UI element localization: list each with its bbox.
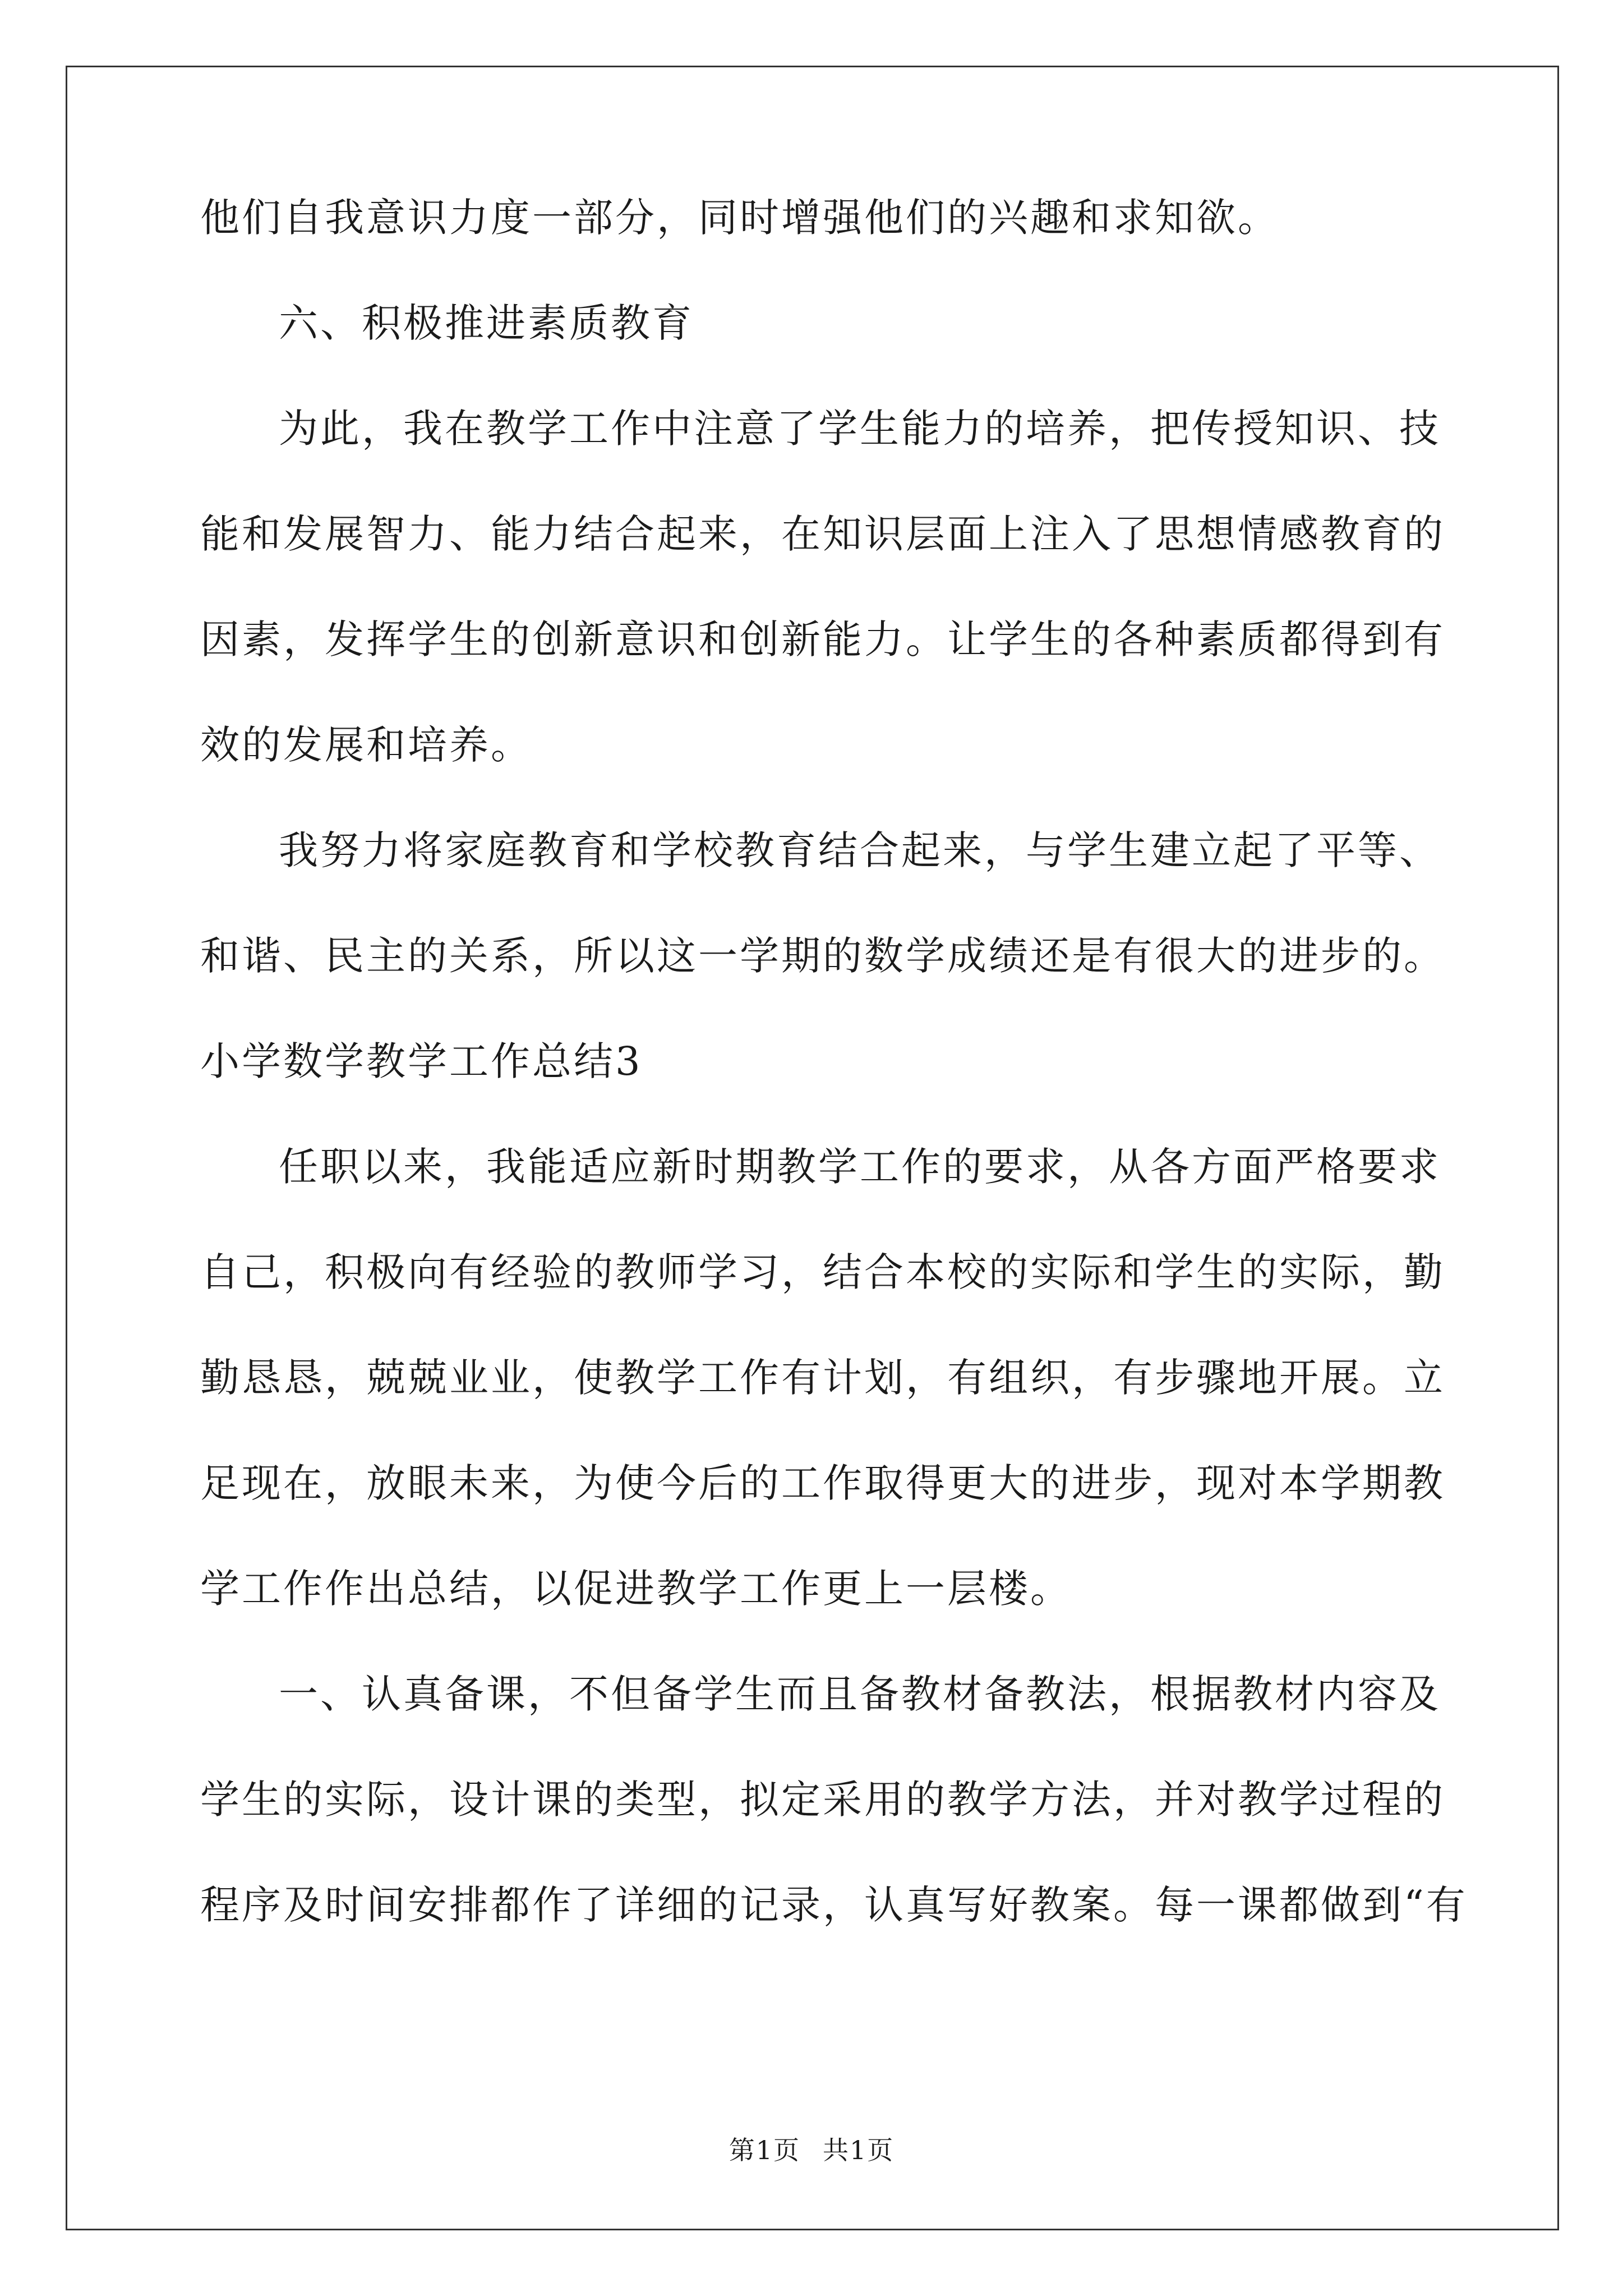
page-total: 共1页: [823, 2135, 895, 2165]
article-title-3: 小学数学教学工作总结3: [200, 1038, 643, 1084]
text-line-4: 能和发展智力、能力结合起来，在知识层面上注入了思想情感教育的: [200, 511, 1445, 557]
text-line-1: 他们自我意识力度一部分，同时增强他们的兴趣和求知欲。: [200, 195, 1279, 241]
text-line-7: 我努力将家庭教育和学校教育结合起来，与学生建立起了平等、: [279, 827, 1441, 873]
text-line-14: 学工作作出总结，以促进教学工作更上一层楼。: [200, 1566, 1072, 1612]
text-line-5: 因素，发挥学生的创新意识和创新能力。让学生的各种素质都得到有: [200, 616, 1445, 662]
text-line-3: 为此，我在教学工作中注意了学生能力的培养，把传授知识、技: [279, 406, 1441, 452]
page-number: 第1页: [728, 2135, 800, 2165]
text-line-16: 学生的实际，设计课的类型，拟定采用的教学方法，并对教学过程的: [200, 1777, 1445, 1823]
page-footer: [0, 2137, 1623, 2163]
section-heading-6: 六、积极推进素质教育: [279, 300, 694, 346]
document-body: [200, 195, 1468, 1991]
text-line-12: 勤恳恳，兢兢业业，使教学工作有计划，有组织，有步骤地开展。立: [200, 1355, 1445, 1401]
text-line-11: 自己，积极向有经验的教师学习，结合本校的实际和学生的实际，勤: [200, 1249, 1445, 1295]
text-line-8: 和谐、民主的关系，所以这一学期的数学成绩还是有很大的进步的。: [200, 933, 1445, 979]
text-line-17: 程序及时间安排都作了详细的记录，认真写好教案。每一课都做到“有: [200, 1882, 1468, 1928]
text-line-10: 任职以来，我能适应新时期教学工作的要求，从各方面严格要求: [279, 1144, 1441, 1190]
text-line-13: 足现在，放眼未来，为使今后的工作取得更大的进步，现对本学期教: [200, 1460, 1445, 1506]
text-line-15: 一、认真备课，不但备学生而且备教材备教法，根据教材内容及: [279, 1671, 1441, 1717]
text-line-6: 效的发展和培养。: [200, 722, 532, 768]
